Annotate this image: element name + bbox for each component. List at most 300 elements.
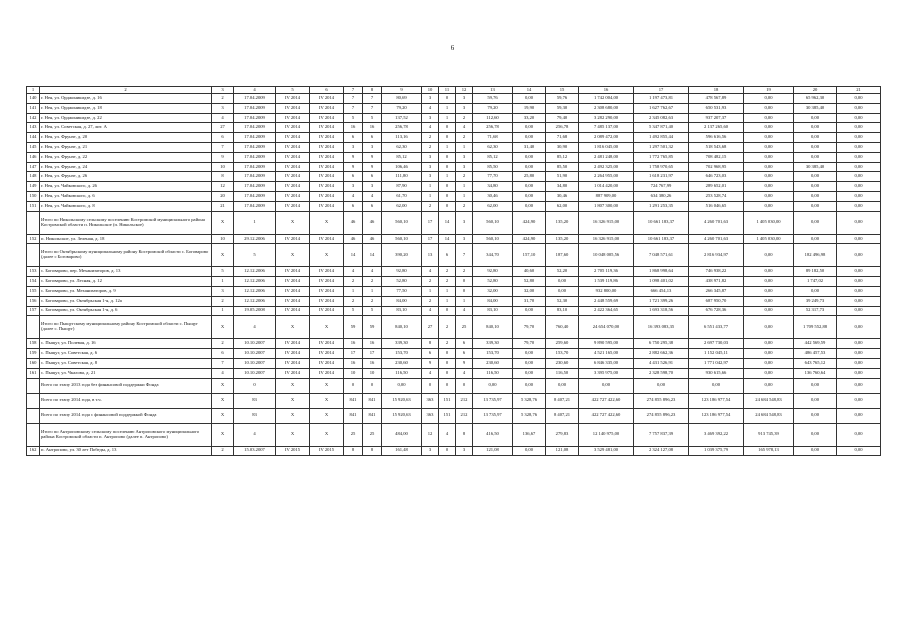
- address-cell: г. Нея, ул. Фрунзе, д. 24: [40, 162, 212, 172]
- table-cell: 1 693 318,56: [634, 306, 689, 316]
- table-cell: 5: [363, 306, 382, 316]
- table-cell: 0: [439, 306, 456, 316]
- table-cell: 1: [422, 182, 439, 192]
- table-cell: 0,00: [837, 94, 881, 104]
- table-cell: IV 2014: [310, 172, 344, 182]
- column-number-header: 9: [382, 87, 422, 94]
- table-cell: 2 481 248,00: [579, 152, 634, 162]
- address-cell: п. Антропово, ул. 30 лет Победы, д. 13: [40, 446, 212, 456]
- table-cell: 8: [344, 446, 363, 456]
- table-row: [27, 182, 881, 192]
- table-cell: 424,90: [513, 211, 546, 234]
- address-cell: с. Пыщуг, ул. Советская, д. 8: [40, 358, 212, 368]
- row-number-cell: 145: [27, 142, 40, 152]
- table-cell: 0,00: [794, 113, 837, 123]
- table-cell: X: [310, 423, 344, 446]
- table-cell: 92,80: [382, 267, 422, 277]
- table-cell: 230,60: [473, 358, 513, 368]
- table-cell: 1 039 375,79: [689, 446, 744, 456]
- table-cell: IV 2014: [310, 201, 344, 211]
- table-cell: 0,00: [579, 378, 634, 393]
- table-cell: 6: [344, 201, 363, 211]
- table-cell: 7: [212, 142, 234, 152]
- column-number-header: 18: [689, 87, 744, 94]
- table-cell: IV 2014: [310, 152, 344, 162]
- table-cell: 16: [363, 123, 382, 133]
- table-cell: 932 800,00: [579, 286, 634, 296]
- table-cell: 5 328,76: [513, 393, 546, 408]
- table-cell: 4: [344, 191, 363, 201]
- table-cell: 111,80: [382, 172, 422, 182]
- table-row: [27, 267, 881, 277]
- column-number-header: 12: [456, 87, 473, 94]
- table-cell: X: [212, 408, 234, 423]
- table-cell: 2: [439, 316, 456, 339]
- subtotal-row: [27, 316, 881, 339]
- table-cell: 16: [363, 358, 382, 368]
- table-cell: 0,00: [513, 152, 546, 162]
- table-cell: 21: [212, 201, 234, 211]
- table-cell: 52,80: [473, 277, 513, 287]
- table-cell: 339,30: [473, 339, 513, 349]
- table-cell: 79,70: [513, 316, 546, 339]
- table-cell: 10 661 183,37: [634, 234, 689, 244]
- row-number-cell: 159: [27, 349, 40, 359]
- table-cell: 6: [439, 244, 456, 267]
- table-cell: 0,00: [513, 368, 546, 378]
- table-cell: 289 652,01: [689, 182, 744, 192]
- table-cell: 2: [212, 446, 234, 456]
- table-cell: 1 758 970,65: [634, 162, 689, 172]
- table-cell: 0,00: [546, 277, 579, 287]
- table-cell: 5: [363, 113, 382, 123]
- table-cell: 4: [212, 113, 234, 123]
- table-cell: 3: [344, 182, 363, 192]
- table-cell: 0,00: [744, 267, 794, 277]
- table-cell: 0,00: [744, 152, 794, 162]
- table-cell: IV 2014: [310, 234, 344, 244]
- row-number-cell: 141: [27, 103, 40, 113]
- table-cell: X: [212, 423, 234, 446]
- table-cell: 0,00: [513, 349, 546, 359]
- table-cell: 4: [344, 267, 363, 277]
- table-cell: 7 757 837,39: [634, 423, 689, 446]
- table-cell: 4 431 526,91: [634, 358, 689, 368]
- column-number-header: 20: [794, 87, 837, 94]
- table-cell: 17: [344, 349, 363, 359]
- table-cell: 3: [363, 142, 382, 152]
- table-cell: 0,00: [744, 142, 794, 152]
- table-cell: 17.04.2009: [234, 162, 276, 172]
- table-cell: 34,80: [546, 182, 579, 192]
- table-cell: 13: [422, 244, 439, 267]
- table-cell: 0,00: [837, 142, 881, 152]
- column-number-header: 17: [634, 87, 689, 94]
- table-cell: 841: [344, 408, 363, 423]
- table-cell: 0,00: [837, 277, 881, 287]
- table-cell: 0,00: [794, 211, 837, 234]
- table-cell: 24 684 548,83: [744, 393, 794, 408]
- table-cell: 416,50: [473, 423, 513, 446]
- address-cell: г. Нея, ул. Чайковского, д. 26: [40, 182, 212, 192]
- table-cell: 13 735,97: [473, 408, 513, 423]
- table-cell: 92,80: [473, 267, 513, 277]
- table-cell: IV 2014: [276, 142, 310, 152]
- address-cell: Итого по Пыщугскому муниципальному району Костромской области с. Пыщуг (далее с. Пыщуг): [40, 316, 212, 339]
- table-cell: X: [276, 244, 310, 267]
- table-cell: 746 938,22: [689, 267, 744, 277]
- table-cell: 16: [344, 339, 363, 349]
- table-cell: 17.04.2009: [234, 133, 276, 143]
- table-cell: 0,00: [744, 316, 794, 339]
- table-cell: 2: [212, 296, 234, 306]
- table-cell: 17.04.2009: [234, 152, 276, 162]
- table-cell: 1: [439, 142, 456, 152]
- table-cell: 841: [363, 408, 382, 423]
- row-number-cell: 143: [27, 123, 40, 133]
- table-cell: 2 137 265,60: [689, 123, 744, 133]
- table-cell: 10.10.2007: [234, 349, 276, 359]
- table-row: [27, 152, 881, 162]
- table-cell: 0: [439, 378, 456, 393]
- table-cell: 112,60: [473, 113, 513, 123]
- table-cell: 83: [234, 393, 276, 408]
- table-cell: 760,40: [546, 316, 579, 339]
- column-number-header: 3: [212, 87, 234, 94]
- table-cell: 123 186 977,54: [689, 393, 744, 408]
- table-cell: 12: [422, 423, 439, 446]
- table-cell: 106,46: [382, 162, 422, 172]
- table-cell: 4 260 701,63: [689, 234, 744, 244]
- table-cell: IV 2014: [276, 172, 310, 182]
- table-cell: X: [276, 211, 310, 234]
- table-cell: 61,70: [382, 191, 422, 201]
- table-cell: X: [276, 378, 310, 393]
- table-cell: 13 735,97: [473, 393, 513, 408]
- table-cell: 422 727 422,60: [579, 408, 634, 423]
- table-cell: 187,60: [546, 244, 579, 267]
- table-cell: 0,00: [744, 94, 794, 104]
- row-number-cell: 157: [27, 306, 40, 316]
- table-cell: 666 454,13: [634, 286, 689, 296]
- table-cell: 1 721 399,26: [634, 296, 689, 306]
- table-cell: 16 393 083,35: [634, 316, 689, 339]
- address-cell: с. Боговарово, ул. Механизаторов, д. 9: [40, 286, 212, 296]
- table-cell: 85,12: [382, 152, 422, 162]
- table-cell: IV 2014: [276, 267, 310, 277]
- table-cell: 1 539 119,86: [579, 277, 634, 287]
- table-cell: 438 971,82: [689, 277, 744, 287]
- table-cell: 10: [363, 368, 382, 378]
- row-number-cell: 147: [27, 162, 40, 172]
- column-number-header: 15: [546, 87, 579, 94]
- address-cell: с. Боговарово, ул. Октябрьская 1-я, д. 6: [40, 306, 212, 316]
- row-number-cell: 148: [27, 172, 40, 182]
- table-cell: 0,00: [794, 123, 837, 133]
- table-cell: 2 345 082,63: [634, 113, 689, 123]
- table-cell: 0: [439, 162, 456, 172]
- table-cell: 0,00: [382, 378, 422, 393]
- table-cell: 3: [422, 172, 439, 182]
- row-number-cell: 153: [27, 267, 40, 277]
- table-cell: IV 2015: [310, 446, 344, 456]
- row-number-cell: 149: [27, 182, 40, 192]
- table-cell: 121,08: [473, 446, 513, 456]
- table-cell: 0,00: [837, 408, 881, 423]
- table-cell: 4: [456, 123, 473, 133]
- table-cell: 6: [363, 201, 382, 211]
- table-cell: IV 2014: [310, 339, 344, 349]
- table-cell: 137,52: [382, 113, 422, 123]
- table-cell: 1: [212, 277, 234, 287]
- table-cell: 4: [422, 123, 439, 133]
- row-number-cell: 142: [27, 113, 40, 123]
- table-cell: 596 616,56: [689, 133, 744, 143]
- table-cell: 0,00: [837, 296, 881, 306]
- table-cell: 46: [344, 211, 363, 234]
- table-cell: 0,00: [546, 286, 579, 296]
- column-number-header: 1: [27, 87, 40, 94]
- table-cell: 59: [363, 316, 382, 339]
- table-cell: 4: [212, 368, 234, 378]
- table-cell: 29.12.2006: [234, 234, 276, 244]
- table-cell: 0,00: [837, 368, 881, 378]
- table-cell: 3: [422, 113, 439, 123]
- table-cell: IV 2014: [310, 113, 344, 123]
- table-cell: 19,90: [513, 103, 546, 113]
- table-cell: 4: [422, 103, 439, 113]
- table-cell: 9: [344, 152, 363, 162]
- table-cell: IV 2014: [276, 113, 310, 123]
- table-row: [27, 446, 881, 456]
- table-cell: 0,00: [837, 211, 881, 234]
- table-cell: 2: [439, 277, 456, 287]
- table-cell: 363: [422, 393, 439, 408]
- table-cell: 3: [456, 94, 473, 104]
- subtotal-row: [27, 423, 881, 446]
- table-cell: 0,00: [794, 286, 837, 296]
- table-cell: IV 2014: [310, 277, 344, 287]
- table-cell: 62,00: [473, 201, 513, 211]
- table-cell: 30,90: [546, 142, 579, 152]
- table-cell: 17.04.2009: [234, 172, 276, 182]
- table-cell: 0,00: [837, 339, 881, 349]
- table-cell: 40,60: [513, 267, 546, 277]
- table-cell: 2 882 662,36: [634, 349, 689, 359]
- table-cell: IV 2014: [310, 162, 344, 172]
- table-cell: IV 2014: [276, 152, 310, 162]
- address-cell: с. Боговарово, ул. Лесная, д. 12: [40, 277, 212, 287]
- column-number-header: 16: [579, 87, 634, 94]
- table-cell: 12 140 975,00: [579, 423, 634, 446]
- table-cell: 0,00: [794, 142, 837, 152]
- table-cell: 12: [212, 182, 234, 192]
- table-cell: IV 2014: [276, 162, 310, 172]
- table-cell: 80,69: [382, 94, 422, 104]
- table-cell: 0,00: [744, 358, 794, 368]
- table-cell: 0,00: [837, 103, 881, 113]
- table-cell: IV 2014: [276, 103, 310, 113]
- table-cell: 0: [439, 201, 456, 211]
- table-cell: X: [276, 423, 310, 446]
- table-cell: 0,00: [744, 368, 794, 378]
- table-cell: 0,00: [837, 162, 881, 172]
- table-cell: X: [310, 316, 344, 339]
- table-cell: 0,00: [837, 446, 881, 456]
- table-cell: 116,50: [382, 368, 422, 378]
- table-cell: IV 2014: [310, 123, 344, 133]
- table-cell: 887 909,00: [579, 191, 634, 201]
- table-cell: 3: [422, 446, 439, 456]
- table-cell: 2: [422, 201, 439, 211]
- table-cell: 2 697 730,03: [689, 339, 744, 349]
- address-cell: с. Боговарово, пер. Механизаторов, д. 13: [40, 267, 212, 277]
- table-cell: 0: [439, 152, 456, 162]
- table-row: [27, 234, 881, 244]
- table-cell: 0,00: [794, 446, 837, 456]
- row-number-cell: 160: [27, 358, 40, 368]
- table-cell: 937 207,37: [689, 113, 744, 123]
- table-cell: 3: [456, 152, 473, 162]
- table-cell: 1 807 300,00: [579, 201, 634, 211]
- table-cell: 0,00: [744, 339, 794, 349]
- table-cell: 31,40: [513, 142, 546, 152]
- table-cell: 5 347 871,40: [634, 123, 689, 133]
- table-cell: 1 405 030,00: [744, 234, 794, 244]
- table-cell: 32,00: [473, 286, 513, 296]
- table-cell: 6: [212, 349, 234, 359]
- table-cell: 25,80: [513, 172, 546, 182]
- table-cell: 59,76: [473, 94, 513, 104]
- table-cell: IV 2014: [310, 142, 344, 152]
- table-cell: 1 152 045,11: [689, 349, 744, 359]
- table-cell: X: [310, 378, 344, 393]
- table-cell: 0: [456, 378, 473, 393]
- table-cell: 1: [422, 286, 439, 296]
- table-cell: IV 2014: [276, 368, 310, 378]
- table-cell: 151: [439, 408, 456, 423]
- table-cell: 52 317,73: [794, 306, 837, 316]
- table-cell: 10: [344, 368, 363, 378]
- table-cell: 0,00: [794, 393, 837, 408]
- table-cell: 59: [344, 316, 363, 339]
- table-cell: 2: [344, 277, 363, 287]
- row-number-cell: [27, 211, 40, 234]
- table-cell: 484,00: [382, 423, 422, 446]
- table-cell: 0,00: [744, 103, 794, 113]
- table-cell: 10 661 183,37: [634, 211, 689, 234]
- subtotal-row: [27, 378, 881, 393]
- table-cell: 4: [363, 267, 382, 277]
- table-cell: 14: [439, 211, 456, 234]
- table-cell: 0: [234, 378, 276, 393]
- table-cell: 9: [363, 152, 382, 162]
- table-cell: 0,00: [744, 306, 794, 316]
- table-cell: 3: [456, 103, 473, 113]
- table-cell: 30 385,40: [794, 162, 837, 172]
- table-cell: 0,00: [513, 191, 546, 201]
- table-cell: 2 422 364,65: [579, 306, 634, 316]
- table-cell: 7: [363, 94, 382, 104]
- address-cell: Всего по этапу 2014 года, в т.ч.: [40, 393, 212, 408]
- table-cell: 4 521 165,00: [579, 349, 634, 359]
- table-cell: 2 328 598,70: [634, 368, 689, 378]
- table-cell: 46: [363, 211, 382, 234]
- table-cell: 15 920,63: [382, 393, 422, 408]
- table-cell: X: [212, 393, 234, 408]
- table-cell: 0,00: [837, 393, 881, 408]
- table-cell: 2 816 934,97: [689, 244, 744, 267]
- table-cell: 3: [422, 94, 439, 104]
- table-cell: 1 627 762,67: [634, 103, 689, 113]
- table-cell: 0,00: [513, 306, 546, 316]
- table-row: [27, 296, 881, 306]
- table-cell: IV 2014: [310, 358, 344, 368]
- table-cell: 4: [234, 316, 276, 339]
- table-cell: 136 760,64: [794, 368, 837, 378]
- table-cell: 25: [456, 316, 473, 339]
- table-cell: 2: [422, 133, 439, 143]
- table-cell: 24 654 070,00: [579, 316, 634, 339]
- row-number-cell: [27, 393, 40, 408]
- table-cell: 1 816 045,00: [579, 142, 634, 152]
- table-cell: IV 2014: [276, 191, 310, 201]
- table-cell: 0: [439, 133, 456, 143]
- table-cell: 79,20: [382, 103, 422, 113]
- table-cell: IV 2014: [276, 339, 310, 349]
- table-cell: 5: [344, 306, 363, 316]
- table-cell: 17.04.2009: [234, 182, 276, 192]
- table-cell: 1: [363, 286, 382, 296]
- address-cell: Итого по Антроповскому сельскому поселению Антроповского муниципального района Костромской области п. Антропово (далее п. Антропово): [40, 423, 212, 446]
- table-cell: 560,10: [382, 234, 422, 244]
- table-cell: 85,12: [546, 152, 579, 162]
- table-cell: 46: [344, 234, 363, 244]
- address-cell: г. Нея, ул. Фрунзе, д. 21: [40, 142, 212, 152]
- subtotal-row: [27, 211, 881, 234]
- table-cell: 516 046,65: [689, 201, 744, 211]
- table-cell: 344,70: [473, 244, 513, 267]
- table-cell: 643 765,12: [794, 358, 837, 368]
- table-cell: 182 496,98: [794, 244, 837, 267]
- address-cell: Всего по этапу 2013 года без финансовой поддержки Фонда: [40, 378, 212, 393]
- table-cell: 19.05.2008: [234, 306, 276, 316]
- table-cell: 3: [456, 162, 473, 172]
- table-cell: 0,00: [794, 152, 837, 162]
- table-cell: 79,40: [546, 113, 579, 123]
- table-cell: 708 482,15: [689, 152, 744, 162]
- table-cell: 1 709 552,88: [794, 316, 837, 339]
- table-cell: 6: [363, 133, 382, 143]
- address-cell: г. Нея, ул. Советская, д. 27, лит. А: [40, 123, 212, 133]
- table-cell: 0,00: [837, 423, 881, 446]
- table-cell: X: [276, 393, 310, 408]
- table-cell: IV 2014: [276, 358, 310, 368]
- table-cell: 2 324 127,08: [634, 446, 689, 456]
- table-cell: 4: [422, 368, 439, 378]
- table-cell: IV 2014: [276, 123, 310, 133]
- table-cell: 14: [344, 244, 363, 267]
- table-row: [27, 277, 881, 287]
- table-cell: 5: [212, 267, 234, 277]
- table-row: [27, 94, 881, 104]
- table-cell: 0,00: [513, 162, 546, 172]
- table-cell: 136,67: [513, 423, 546, 446]
- table-cell: 85,50: [546, 162, 579, 172]
- table-cell: 486 457,53: [794, 349, 837, 359]
- table-cell: 10 048 005,56: [579, 244, 634, 267]
- table-cell: 2: [422, 296, 439, 306]
